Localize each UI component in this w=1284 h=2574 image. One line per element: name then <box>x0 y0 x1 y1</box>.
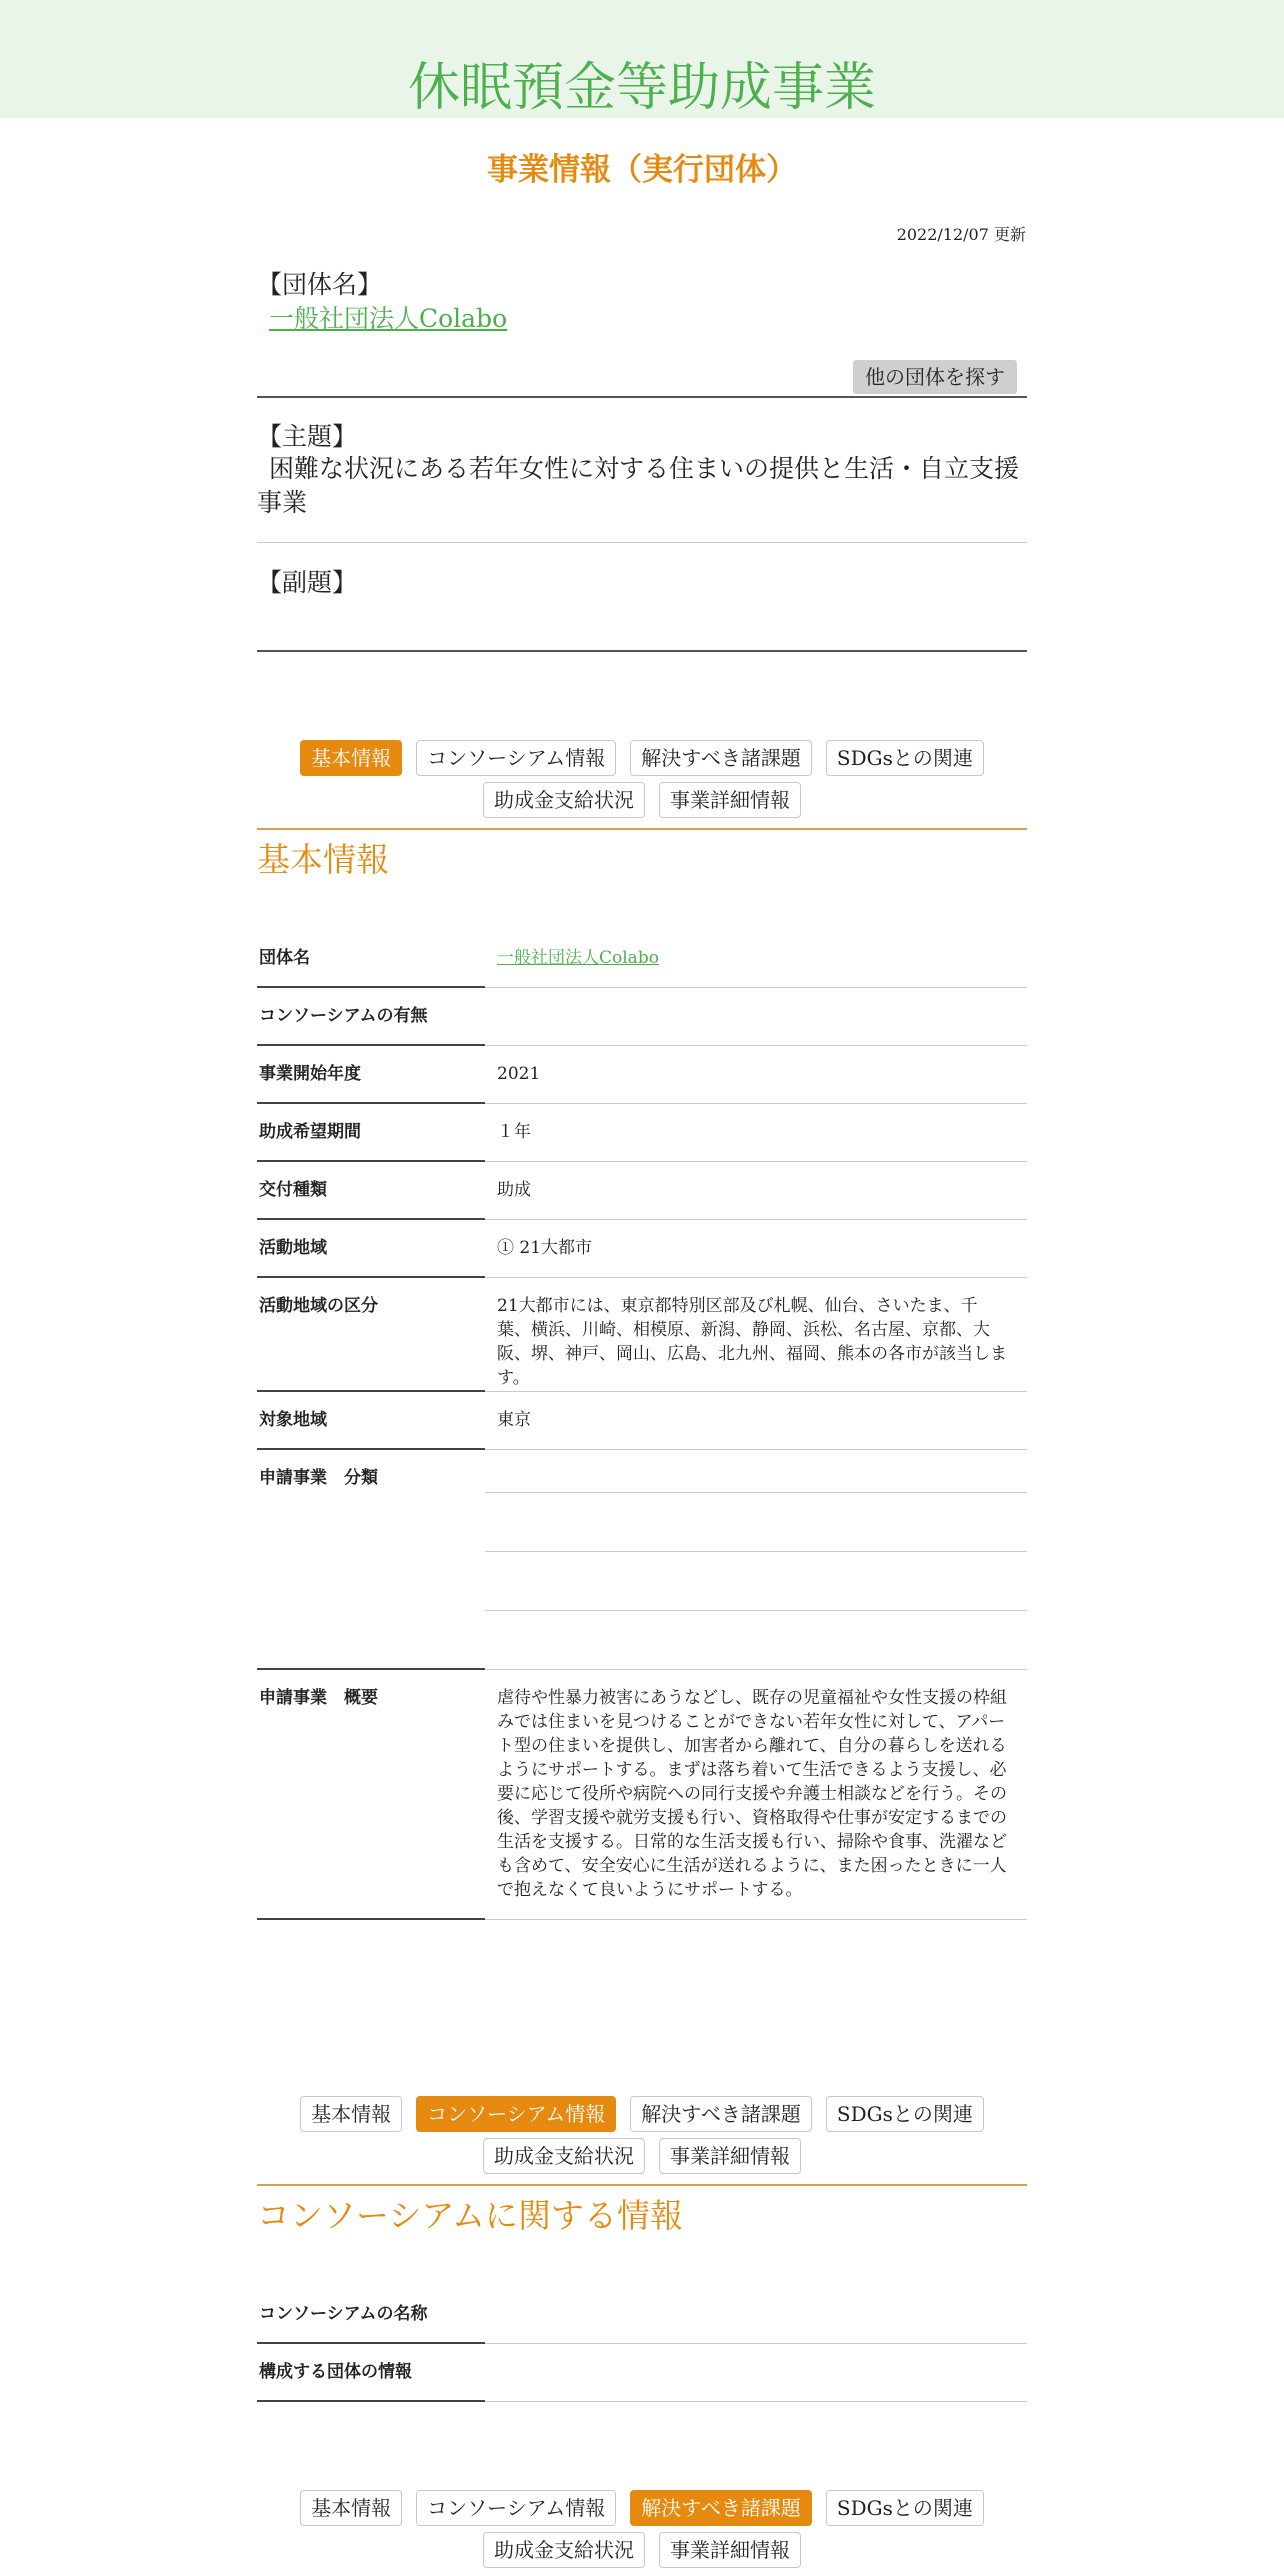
divider <box>257 650 1027 652</box>
row-key: 団体名 <box>257 930 485 988</box>
row-key: 対象地域 <box>257 1392 485 1450</box>
section-tabs <box>0 2490 1284 2574</box>
table-row <box>257 1220 1027 1278</box>
basic-info-table <box>257 930 1027 1920</box>
row-value: １年 <box>485 1104 1027 1162</box>
tab-issues[interactable]: 解決すべき諸課題 <box>630 2490 812 2526</box>
tab-consortium-info[interactable]: コンソーシアム情報 <box>416 2096 616 2132</box>
table-row <box>257 2344 1027 2402</box>
row-key: 申請事業 概要 <box>257 1670 485 1920</box>
row-value: 21大都市には、東京都特別区部及び札幌、仙台、さいたま、千葉、横浜、川崎、相模原、新潟、静岡、浜松、名古屋、京都、大阪、堺、神戸、岡山、広島、北九州、福岡、熊本の各市が該当します。 <box>485 1278 1027 1392</box>
row-value <box>485 930 1027 988</box>
category-slot <box>485 1552 1027 1611</box>
consortium-info-title: コンソーシアムに関する情報 <box>257 2196 684 2235</box>
category-slot <box>485 1611 1027 1670</box>
tab-consortium-info[interactable]: コンソーシアム情報 <box>416 740 616 776</box>
row-value <box>485 2344 1027 2402</box>
table-row <box>257 1278 1027 1392</box>
subtitle-label: 【副題】 <box>257 568 358 597</box>
row-value: 2021 <box>485 1046 1027 1104</box>
basic-info-title: 基本情報 <box>257 840 389 879</box>
row-value: 虐待や性暴力被害にあうなどし、既存の児童福祉や女性支援の枠組みでは住まいを見つけることができない若年女性に対して、アパート型の住まいを提供し、加害者から離れて、自分の暮らしを送れるようにサポートする。まずは落ち着いて生活できるよう支援し、必要に応じて役所や病院への同行支援や弁護士相談などを行う。その後、学習支援や就労支援も行い、資格取得や仕事が安定するまでの生活を支援する。日常的な生活支援も行い、掃除や食事、洗濯なども含めて、安全安心に生活が送れるように、また困ったときに一人で抱えなくて良いようにサポートする。 <box>485 1670 1027 1920</box>
table-row <box>257 2286 1027 2344</box>
table-row <box>257 930 1027 988</box>
row-key: 助成希望期間 <box>257 1104 485 1162</box>
section-tabs <box>0 740 1284 824</box>
row-value: ① 21大都市 <box>485 1220 1027 1278</box>
tab-consortium-info[interactable]: コンソーシアム情報 <box>416 2490 616 2526</box>
tab-issues[interactable]: 解決すべき諸課題 <box>630 2096 812 2132</box>
tab-sdgs[interactable]: SDGsとの関連 <box>826 2096 984 2132</box>
divider <box>257 396 1027 398</box>
row-value <box>485 988 1027 1046</box>
tab-project-details[interactable]: 事業詳細情報 <box>659 782 801 818</box>
tab-sdgs[interactable]: SDGsとの関連 <box>826 740 984 776</box>
tab-grant-status[interactable]: 助成金支給状況 <box>483 782 645 818</box>
org-name-label: 【団体名】 <box>257 270 383 299</box>
row-key: 交付種類 <box>257 1162 485 1220</box>
row-value <box>485 2286 1027 2344</box>
row-key: 活動地域の区分 <box>257 1278 485 1392</box>
tab-sdgs[interactable]: SDGsとの関連 <box>826 2490 984 2526</box>
tab-basic-info[interactable]: 基本情報 <box>300 740 402 776</box>
row-key: 事業開始年度 <box>257 1046 485 1104</box>
consortium-table <box>257 2286 1027 2402</box>
row-key: 申請事業 分類 <box>257 1450 485 1670</box>
table-row <box>257 1162 1027 1220</box>
divider <box>257 542 1027 543</box>
row-key: コンソーシアムの名称 <box>257 2286 485 2344</box>
tab-basic-info[interactable]: 基本情報 <box>300 2490 402 2526</box>
tab-grant-status[interactable]: 助成金支給状況 <box>483 2532 645 2568</box>
category-slot <box>485 1493 1027 1552</box>
table-row <box>257 1104 1027 1162</box>
row-value <box>485 1450 1027 1670</box>
tab-grant-status[interactable]: 助成金支給状況 <box>483 2138 645 2174</box>
page-title: 事業情報（実行団体） <box>487 152 797 188</box>
tab-project-details[interactable]: 事業詳細情報 <box>659 2138 801 2174</box>
site-title: 休眠預金等助成事業 <box>407 58 876 118</box>
section-rule <box>257 828 1027 830</box>
find-other-org-button[interactable]: 他の団体を探す <box>853 360 1017 394</box>
row-value: 助成 <box>485 1162 1027 1220</box>
tab-project-details[interactable]: 事業詳細情報 <box>659 2532 801 2568</box>
row-key: 構成する団体の情報 <box>257 2344 485 2402</box>
table-row <box>257 988 1027 1046</box>
theme-label: 【主題】 <box>257 422 358 451</box>
row-key: 活動地域 <box>257 1220 485 1278</box>
org-name-link[interactable]: 一般社団法人Colabo <box>497 948 659 968</box>
tab-issues[interactable]: 解決すべき諸課題 <box>630 740 812 776</box>
updated-date: 2022/12/07 更新 <box>896 225 1026 244</box>
row-value: 東京 <box>485 1392 1027 1450</box>
section-rule <box>257 2184 1027 2186</box>
category-slot <box>485 1450 1027 1493</box>
table-row <box>257 1392 1027 1450</box>
table-row <box>257 1046 1027 1104</box>
theme-text: 困難な状況にある若年女性に対する住まいの提供と生活・自立支援事業 <box>257 454 1020 517</box>
table-row <box>257 1450 1027 1670</box>
row-key: コンソーシアムの有無 <box>257 988 485 1046</box>
org-name-link[interactable]: 一般社団法人Colabo <box>269 304 508 333</box>
section-tabs <box>0 2096 1284 2180</box>
tab-basic-info[interactable]: 基本情報 <box>300 2096 402 2132</box>
table-row <box>257 1670 1027 1920</box>
